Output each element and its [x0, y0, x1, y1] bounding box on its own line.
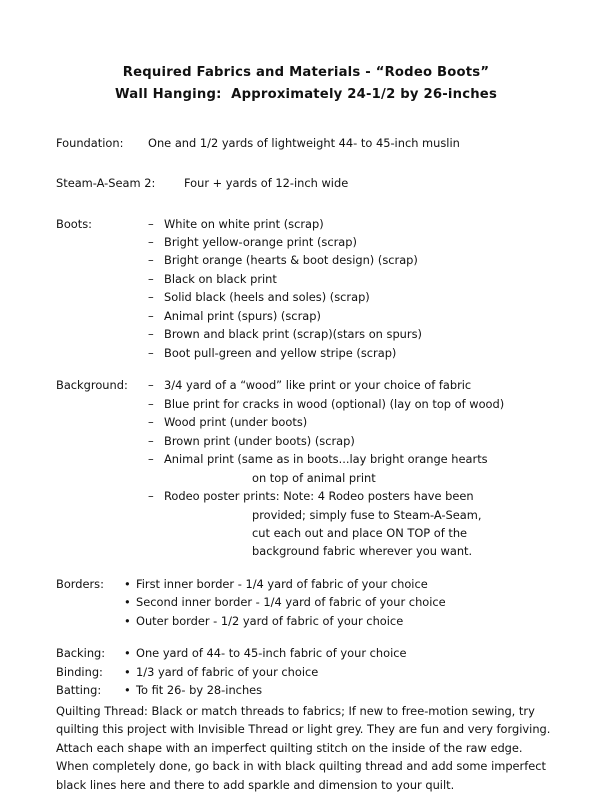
boots-item-5: Animal print (spurs) (scrap) — [164, 308, 321, 323]
title-line-2: Wall Hanging: Approximately 24-1/2 by 26-inches — [115, 86, 497, 102]
boots-item-0: White on white print (scrap) — [164, 216, 324, 231]
list-item — [56, 325, 556, 343]
foundation-text: One and 1/2 yards of lightweight 44- to 45-inch muslin — [148, 135, 460, 150]
binding-label: Binding: — [56, 664, 103, 679]
dash-marker: – — [148, 308, 154, 323]
steam-a-seam-text: Four + yards of 12-inch wide — [184, 176, 349, 191]
bullet-marker: • — [124, 613, 131, 628]
list-item — [56, 395, 556, 413]
boots-item-6: Brown and black print (scrap)(stars on spurs) — [164, 327, 422, 342]
list-item — [56, 307, 556, 325]
borders-section — [56, 575, 556, 630]
list-item — [56, 413, 556, 431]
boots-item-3: Black on black print — [164, 271, 277, 286]
borders-row — [56, 575, 556, 593]
list-item — [56, 376, 556, 394]
dash-marker: – — [148, 378, 154, 393]
boots-item-1: Bright yellow-orange print (scrap) — [164, 234, 357, 249]
dash-marker: – — [148, 290, 154, 305]
dash-marker: – — [148, 415, 154, 430]
list-item — [56, 251, 556, 269]
boots-item-4: Solid black (heels and soles) (scrap) — [164, 290, 370, 305]
steam-a-seam-section — [56, 174, 556, 192]
background-label: Background: — [56, 378, 128, 393]
dash-marker: – — [148, 489, 154, 504]
borders-row — [56, 593, 556, 611]
background-section — [56, 376, 556, 561]
background-item-5-cont-0: provided; simply fuse to Steam-A-Seam, — [252, 507, 482, 522]
dash-marker: – — [148, 396, 154, 411]
foundation-section — [56, 134, 556, 152]
boots-section — [56, 215, 556, 363]
borders-item-2: Outer border - 1/2 yard of fabric of your choice — [136, 613, 404, 628]
list-item-continuation — [56, 524, 556, 542]
dash-marker: – — [148, 327, 154, 342]
backing-row — [56, 644, 556, 662]
dash-marker: – — [148, 234, 154, 249]
list-item — [56, 344, 556, 362]
borders-item-1: Second inner border - 1/4 yard of fabric of your choice — [136, 595, 446, 610]
dash-marker: – — [148, 345, 154, 360]
backing-section — [56, 644, 556, 699]
boots-label: Boots: — [56, 216, 92, 231]
background-item-5-cont-1: cut each out and place ON TOP of the — [252, 526, 468, 540]
steam-a-seam-label: Steam-A-Seam 2: — [56, 176, 156, 191]
steam-a-seam-row — [56, 174, 556, 192]
list-item — [56, 215, 556, 233]
dash-marker: – — [148, 216, 154, 231]
bullet-marker: • — [124, 646, 131, 661]
batting-row — [56, 681, 556, 699]
background-item-4: Animal print (same as in boots...lay bright orange hearts — [164, 452, 488, 467]
boots-item-7: Boot pull-green and yellow stripe (scrap) — [164, 345, 397, 360]
background-item-3: Brown print (under boots) (scrap) — [164, 433, 355, 448]
list-item — [56, 432, 556, 450]
batting-text: To fit 26- by 28-inches — [136, 683, 263, 698]
binding-row — [56, 663, 556, 681]
background-item-1: Blue print for cracks in wood (optional) (lay on top of wood) — [164, 396, 505, 411]
backing-text: One yard of 44- to 45-inch fabric of your choice — [136, 646, 407, 661]
spacer — [56, 207, 556, 215]
binding-text: 1/3 yard of fabric of your choice — [136, 664, 319, 679]
boots-item-2: Bright orange (hearts & boot design) (scrap) — [164, 253, 418, 268]
borders-item-0: First inner border - 1/4 yard of fabric of your choice — [136, 576, 428, 591]
title-line-1: Required Fabrics and Materials - “Rodeo Boots” — [122, 65, 490, 80]
list-item — [56, 270, 556, 288]
bullet-marker: • — [124, 595, 131, 610]
bullet-marker: • — [124, 683, 131, 698]
background-item-5-cont-2: background fabric wherever you want. — [252, 544, 473, 559]
borders-row — [56, 612, 556, 630]
background-item-0: 3/4 yard of a “wood” like print or your choice of fabric — [164, 378, 472, 393]
background-item-2: Wood print (under boots) — [164, 415, 308, 430]
bullet-marker: • — [124, 664, 131, 679]
list-item — [56, 233, 556, 251]
list-item — [56, 487, 556, 505]
list-item — [56, 288, 556, 306]
batting-label: Batting: — [56, 683, 102, 698]
foundation-label: Foundation: — [56, 135, 124, 150]
list-item-continuation — [56, 469, 556, 487]
list-item-continuation — [56, 506, 556, 524]
background-item-4-cont-0: on top of animal print — [252, 470, 376, 485]
spacer — [56, 166, 556, 174]
background-item-5: Rodeo poster prints: Note: 4 Rodeo posters have been — [164, 489, 474, 504]
borders-label: Borders: — [56, 576, 104, 591]
dash-marker: – — [148, 433, 154, 448]
list-item — [56, 450, 556, 468]
list-item-continuation — [56, 542, 556, 560]
backing-label: Backing: — [56, 646, 106, 661]
dash-marker: – — [148, 452, 154, 467]
dash-marker: – — [148, 253, 154, 268]
quilting-thread-paragraph: Quilting Thread: Black or match threads to fabrics; If new to free-motion sewing, try quilting this project with Invisible Thread or light grey. They are fun and very forgiving. Attach each shape with an imperfect quilting stitch on the inside of the raw edge. When completely done, go back in with black quilting thread and add some imperfect black lines here and there to add sparkle and dimension to your quilt. — [56, 703, 551, 792]
page-title — [56, 62, 556, 106]
foundation-row — [56, 134, 556, 152]
bullet-marker: • — [124, 576, 131, 591]
dash-marker: – — [148, 271, 154, 286]
